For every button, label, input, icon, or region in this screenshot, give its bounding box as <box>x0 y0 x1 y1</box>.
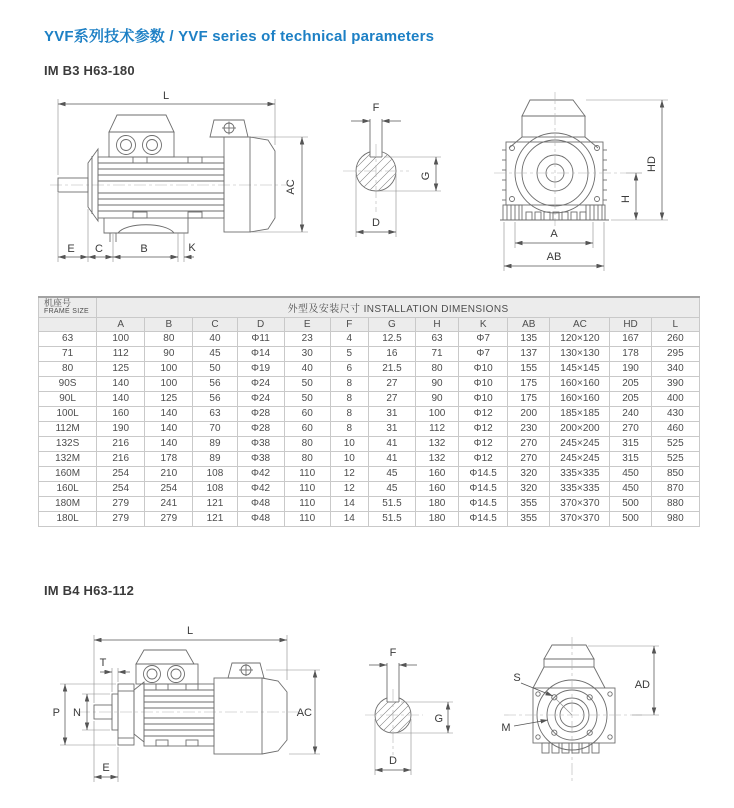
dimension-cell: 112 <box>97 346 145 361</box>
dim-label-l: L <box>186 625 194 637</box>
dimension-cell: 160 <box>415 481 458 496</box>
column-header-row <box>39 317 700 331</box>
dimension-cell: 10 <box>330 451 368 466</box>
dimension-cell: 160 <box>97 406 145 421</box>
dimension-cell: 175 <box>508 391 550 406</box>
dim-label-f: F <box>372 102 380 114</box>
frame-size-cell: 63 <box>39 331 97 346</box>
frame-size-cell: 112M <box>39 421 97 436</box>
dimension-cell: 178 <box>145 451 193 466</box>
b3-front-view-drawing <box>492 84 717 284</box>
dimension-cell: 205 <box>610 376 651 391</box>
dim-label-e: E <box>102 762 110 774</box>
dimension-cell: 40 <box>284 361 330 376</box>
dimension-cell: 180 <box>415 496 458 511</box>
dim-label-l: L <box>162 90 170 102</box>
dimension-cell: 340 <box>651 361 699 376</box>
table-row <box>39 361 700 376</box>
column-header-hd: HD <box>610 317 651 331</box>
dimension-cell: 108 <box>193 481 237 496</box>
dimension-cell: Φ10 <box>459 376 508 391</box>
dimension-cell: 8 <box>330 421 368 436</box>
dimension-cell: 140 <box>145 436 193 451</box>
table-row <box>39 421 700 436</box>
b4-side-view-drawing <box>38 620 333 798</box>
table-row <box>39 406 700 421</box>
dimension-cell: Φ10 <box>459 361 508 376</box>
table-row <box>39 436 700 451</box>
dim-label-hd: HD <box>646 156 658 172</box>
dimension-cell: 145×145 <box>550 361 610 376</box>
dimension-cell: 525 <box>651 436 699 451</box>
dimension-cell: 14 <box>330 496 368 511</box>
dimension-cell: 254 <box>97 481 145 496</box>
dimension-cell: 279 <box>145 511 193 526</box>
dimension-cell: 120×120 <box>550 331 610 346</box>
dimension-cell: Φ11 <box>237 331 284 346</box>
installation-dimensions-table <box>38 296 700 527</box>
section-heading-b4: IM B4 H63-112 <box>44 583 135 598</box>
dimension-cell: 125 <box>145 391 193 406</box>
dimension-cell: 89 <box>193 436 237 451</box>
dim-label-d: D <box>372 217 380 229</box>
dimension-cell: 450 <box>610 481 651 496</box>
dimension-cell: 70 <box>193 421 237 436</box>
table-row <box>39 511 700 526</box>
dimension-cell: 525 <box>651 451 699 466</box>
dimension-cell: 110 <box>284 511 330 526</box>
dimension-cell: 125 <box>97 361 145 376</box>
dim-label-k: K <box>188 242 196 254</box>
dimension-cell: 315 <box>610 451 651 466</box>
dimension-cell: 230 <box>508 421 550 436</box>
dimension-cell: 6 <box>330 361 368 376</box>
dim-label-f: F <box>389 647 397 659</box>
column-header-ab: AB <box>508 317 550 331</box>
dimension-cell: 850 <box>651 466 699 481</box>
dimension-cell: 45 <box>368 481 415 496</box>
dimension-cell: 279 <box>97 511 145 526</box>
dimension-cell: 870 <box>651 481 699 496</box>
dimension-cell: 190 <box>610 361 651 376</box>
frame-size-cell: 160L <box>39 481 97 496</box>
table-row <box>39 481 700 496</box>
dimension-cell: 460 <box>651 421 699 436</box>
dimension-cell: 110 <box>284 496 330 511</box>
dimension-cell: 254 <box>97 466 145 481</box>
frame-size-label-cn: 机座号 <box>44 298 72 309</box>
dimension-cell: Φ7 <box>459 331 508 346</box>
dimension-cell: 50 <box>284 376 330 391</box>
dimension-cell: 155 <box>508 361 550 376</box>
frame-size-cell: 90L <box>39 391 97 406</box>
dimension-cell: 30 <box>284 346 330 361</box>
dimension-cell: 137 <box>508 346 550 361</box>
dimension-cell: 89 <box>193 451 237 466</box>
frame-size-cell: 180L <box>39 511 97 526</box>
dimension-cell: 56 <box>193 376 237 391</box>
dim-label-g: G <box>434 713 443 725</box>
dimension-cell: 8 <box>330 391 368 406</box>
dimension-cell: Φ14.5 <box>459 466 508 481</box>
dim-label-a: A <box>550 228 558 240</box>
dimension-cell: 245×245 <box>550 451 610 466</box>
dimension-cell: 370×370 <box>550 511 610 526</box>
dimension-cell: Φ14 <box>237 346 284 361</box>
table-row <box>39 331 700 346</box>
dimension-cell: 270 <box>508 436 550 451</box>
dimension-cell: Φ48 <box>237 496 284 511</box>
dimension-cell: Φ12 <box>459 436 508 451</box>
frame-size-header <box>39 297 97 317</box>
dimension-cell: 10 <box>330 436 368 451</box>
dimension-cell: Φ38 <box>237 451 284 466</box>
dimension-cell: 390 <box>651 376 699 391</box>
dimension-cell: 335×335 <box>550 481 610 496</box>
dim-label-n: N <box>73 707 81 719</box>
column-header-h: H <box>415 317 458 331</box>
table-header-row-1 <box>39 297 700 317</box>
dimension-cell: 100 <box>145 361 193 376</box>
dimension-cell: 60 <box>284 421 330 436</box>
dimension-cell: 315 <box>610 436 651 451</box>
dim-label-ac: AC <box>285 179 297 195</box>
dimension-cell: 23 <box>284 331 330 346</box>
dimension-cell: 112 <box>415 421 458 436</box>
dim-label-h: H <box>620 195 632 203</box>
column-header-e: E <box>284 317 330 331</box>
dimension-cell: 63 <box>415 331 458 346</box>
dimension-cell: 216 <box>97 451 145 466</box>
dimension-cell: 400 <box>651 391 699 406</box>
dimension-cell: 260 <box>651 331 699 346</box>
dimension-cell: 110 <box>284 481 330 496</box>
dim-label-g: G <box>420 171 432 181</box>
dim-label-s: S <box>513 672 521 684</box>
dimension-cell: 8 <box>330 376 368 391</box>
column-header-f: F <box>330 317 368 331</box>
dim-label-c: C <box>95 243 103 255</box>
b3-side-view-drawing <box>38 85 338 277</box>
dimension-cell: 121 <box>193 511 237 526</box>
dimension-cell: 12 <box>330 466 368 481</box>
dim-label-m: M <box>501 722 511 734</box>
dimension-cell: 51.5 <box>368 511 415 526</box>
dim-label-p: P <box>52 707 60 719</box>
dimension-cell: 140 <box>145 421 193 436</box>
dimension-cell: 12.5 <box>368 331 415 346</box>
frame-size-cell: 71 <box>39 346 97 361</box>
dimension-cell: 90 <box>145 346 193 361</box>
dimension-cell: Φ28 <box>237 406 284 421</box>
dimension-cell: 190 <box>97 421 145 436</box>
dimension-cell: 200 <box>508 406 550 421</box>
dimension-cell: 216 <box>97 436 145 451</box>
dimension-cell: 56 <box>193 391 237 406</box>
frame-size-label-en: FRAME SIZE <box>44 308 90 316</box>
dimension-cell: 160×160 <box>550 391 610 406</box>
dimension-cell: 27 <box>368 391 415 406</box>
dimension-cell: Φ42 <box>237 466 284 481</box>
dimension-cell: 14 <box>330 511 368 526</box>
dim-label-ab: AB <box>546 251 562 263</box>
dimension-cell: Φ10 <box>459 391 508 406</box>
dimension-cell: 31 <box>368 406 415 421</box>
dimension-cell: 450 <box>610 466 651 481</box>
dimension-cell: Φ48 <box>237 511 284 526</box>
b3-shaft-section-drawing <box>335 94 490 262</box>
dim-label-e: E <box>67 243 75 255</box>
dimension-cell: 210 <box>145 466 193 481</box>
dimension-cell: 167 <box>610 331 651 346</box>
dimension-cell: 41 <box>368 436 415 451</box>
table-row <box>39 376 700 391</box>
dimension-cell: 100 <box>145 376 193 391</box>
frame-size-cell: 132M <box>39 451 97 466</box>
dimension-cell: 27 <box>368 376 415 391</box>
table-row <box>39 346 700 361</box>
dimension-cell: Φ38 <box>237 436 284 451</box>
dimension-cell: 132 <box>415 436 458 451</box>
dim-label-b: B <box>140 243 148 255</box>
dimension-cell: 130×130 <box>550 346 610 361</box>
column-header-b: B <box>145 317 193 331</box>
dimension-cell: 132 <box>415 451 458 466</box>
frame-size-cell: 80 <box>39 361 97 376</box>
dimension-cell: 140 <box>97 391 145 406</box>
dimension-cell: 355 <box>508 511 550 526</box>
dimension-cell: Φ14.5 <box>459 511 508 526</box>
dimension-cell: 500 <box>610 511 651 526</box>
section-heading-b3: IM B3 H63-180 <box>44 63 135 78</box>
dim-label-d: D <box>389 755 397 767</box>
dimension-cell: 241 <box>145 496 193 511</box>
dimension-cell: Φ42 <box>237 481 284 496</box>
dimension-cell: 200×200 <box>550 421 610 436</box>
table-row <box>39 391 700 406</box>
dimension-cell: Φ24 <box>237 376 284 391</box>
column-header-g: G <box>368 317 415 331</box>
dimension-cell: 60 <box>284 406 330 421</box>
dimension-cell: Φ28 <box>237 421 284 436</box>
dimension-cell: 295 <box>651 346 699 361</box>
frame-size-cell: 132S <box>39 436 97 451</box>
column-header-c: C <box>193 317 237 331</box>
dimension-cell: 90 <box>415 376 458 391</box>
dimension-cell: 80 <box>145 331 193 346</box>
dimension-cell: 100 <box>415 406 458 421</box>
dimension-cell: 51.5 <box>368 496 415 511</box>
dimension-cell: 175 <box>508 376 550 391</box>
dimension-cell: 270 <box>508 451 550 466</box>
table-row <box>39 496 700 511</box>
dimension-cell: 63 <box>193 406 237 421</box>
dimension-cell: 80 <box>284 436 330 451</box>
dimension-cell: Φ12 <box>459 406 508 421</box>
b3-drawings-row <box>38 84 728 292</box>
column-header-l: L <box>651 317 699 331</box>
frame-size-cell: 180M <box>39 496 97 511</box>
dimension-cell: 500 <box>610 496 651 511</box>
column-header-a: A <box>97 317 145 331</box>
dimension-cell: Φ19 <box>237 361 284 376</box>
dimension-cell: 279 <box>97 496 145 511</box>
dimension-cell: Φ14.5 <box>459 481 508 496</box>
dim-label-t: T <box>99 657 107 669</box>
table-row <box>39 451 700 466</box>
frame-size-cell: 90S <box>39 376 97 391</box>
b4-front-view-drawing <box>492 625 722 795</box>
dimensions-table-body <box>39 331 700 526</box>
dimension-cell: 980 <box>651 511 699 526</box>
dimension-cell: 41 <box>368 451 415 466</box>
column-header-k: K <box>459 317 508 331</box>
dimension-cell: 8 <box>330 406 368 421</box>
dimension-cell: 45 <box>193 346 237 361</box>
dim-label-ac: AC <box>296 707 312 719</box>
dimension-cell: 240 <box>610 406 651 421</box>
dimension-cell: 121 <box>193 496 237 511</box>
dimension-cell: 31 <box>368 421 415 436</box>
dimension-cell: 100 <box>97 331 145 346</box>
frame-size-cell: 100L <box>39 406 97 421</box>
dimension-cell: 270 <box>610 421 651 436</box>
dimension-cell: 5 <box>330 346 368 361</box>
dimension-cell: 880 <box>651 496 699 511</box>
dimension-cell: 355 <box>508 496 550 511</box>
b4-shaft-section-drawing <box>345 633 480 791</box>
dimension-cell: 160×160 <box>550 376 610 391</box>
dimension-cell: 90 <box>415 391 458 406</box>
dimension-cell: Φ24 <box>237 391 284 406</box>
dimension-cell: 40 <box>193 331 237 346</box>
dim-label-ad: AD <box>634 679 650 691</box>
b4-drawings-row <box>38 618 734 806</box>
dimension-cell: 110 <box>284 466 330 481</box>
installation-dimensions-header: 外型及安装尺寸 INSTALLATION DIMENSIONS <box>97 297 700 317</box>
dimension-cell: 71 <box>415 346 458 361</box>
dimension-cell: 245×245 <box>550 436 610 451</box>
dimension-cell: 4 <box>330 331 368 346</box>
dimension-cell: 185×185 <box>550 406 610 421</box>
dimension-cell: Φ14.5 <box>459 496 508 511</box>
dimension-cell: 45 <box>368 466 415 481</box>
page-title: YVF系列技术参数 / YVF series of technical parameters <box>44 28 435 45</box>
dimension-cell: 108 <box>193 466 237 481</box>
frame-size-cell: 160M <box>39 466 97 481</box>
dimension-cell: 135 <box>508 331 550 346</box>
table-row <box>39 466 700 481</box>
dimension-cell: 50 <box>284 391 330 406</box>
dimension-cell: 320 <box>508 481 550 496</box>
column-header-d: D <box>237 317 284 331</box>
column-header-ac: AC <box>550 317 610 331</box>
dimension-cell: 178 <box>610 346 651 361</box>
dimension-cell: 430 <box>651 406 699 421</box>
dimension-cell: 205 <box>610 391 651 406</box>
dimension-cell: 140 <box>145 406 193 421</box>
frame-size-spacer <box>39 317 97 331</box>
dimension-cell: 180 <box>415 511 458 526</box>
dimension-cell: 50 <box>193 361 237 376</box>
dimension-cell: 370×370 <box>550 496 610 511</box>
dimension-cell: Φ12 <box>459 451 508 466</box>
dimension-cell: 160 <box>415 466 458 481</box>
dimension-cell: 21.5 <box>368 361 415 376</box>
dimension-cell: 320 <box>508 466 550 481</box>
dimension-cell: 12 <box>330 481 368 496</box>
dimension-cell: Φ12 <box>459 421 508 436</box>
dimension-cell: Φ7 <box>459 346 508 361</box>
dimension-cell: 16 <box>368 346 415 361</box>
dimension-cell: 80 <box>415 361 458 376</box>
dimension-cell: 140 <box>97 376 145 391</box>
dimension-cell: 335×335 <box>550 466 610 481</box>
dimension-cell: 254 <box>145 481 193 496</box>
dimension-cell: 80 <box>284 451 330 466</box>
